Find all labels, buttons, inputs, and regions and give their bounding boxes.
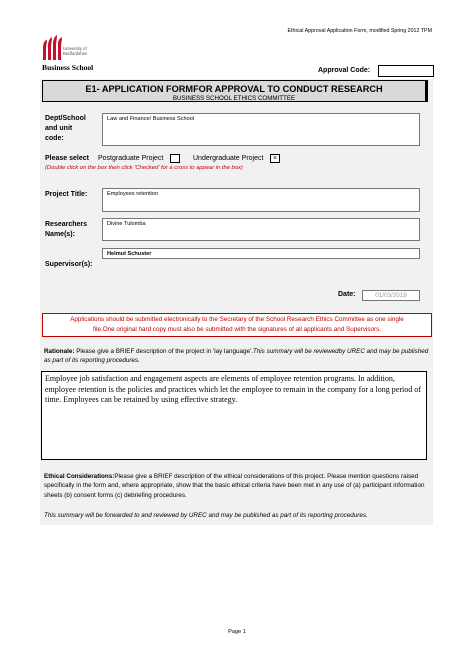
- university-name-line2: Bedfordshire: [63, 51, 88, 56]
- supervisor-field[interactable]: Helmut Schuster: [102, 248, 420, 259]
- date-field[interactable]: 01/03/2019: [362, 290, 420, 301]
- postgraduate-checkbox[interactable]: [170, 154, 180, 163]
- please-select-hint: (Double click on the box then click 'Checked' for a cross to appear in the box): [45, 165, 243, 171]
- rationale-field[interactable]: [41, 371, 427, 460]
- approval-code-field[interactable]: [378, 65, 434, 77]
- researchers-label-line1: Researchers: [45, 221, 88, 228]
- form-subtitle: BUSINESS SCHOOL ETHICS COMMITTEE: [172, 95, 296, 102]
- rationale-note: This summary will be reviewedby UREC and may be published as part of its reporting procedures.: [44, 348, 429, 364]
- rationale-label: Rationale:: [44, 348, 75, 355]
- researchers-label: [45, 220, 87, 240]
- document-header-note: Ethical Approval Application Form, modified Spring 2012 TPM: [287, 28, 432, 34]
- dept-label: [45, 114, 86, 144]
- ethical-considerations-text: Please give a BRIEF description of the ethical considerations of this project. Please mention questions raised specifically in the form and, where appropriate, show that the basic ethical criteria have been met in any use of (a) participant information sheets (b) consent forms (c) debriefing procedures.: [44, 473, 425, 499]
- project-title-field[interactable]: Employees retention: [102, 188, 420, 212]
- university-name-line1: University of: [63, 46, 87, 51]
- postgraduate-option-label: Postgraduate Project: [98, 155, 164, 162]
- rationale-instruction: [44, 347, 432, 365]
- researchers-field[interactable]: Divine Tulomba: [102, 218, 420, 241]
- dept-field[interactable]: Law and Finance/ Business School: [102, 113, 420, 146]
- please-select-label: Please select: [45, 155, 89, 162]
- ethical-forward-note: This summary will be forwarded to and reviewed by UREC and may be published as part of its reporting procedures.: [44, 512, 368, 519]
- project-title-label: Project Title:: [45, 191, 88, 198]
- dept-label-line2: and unit: [45, 125, 73, 132]
- business-school-name: Business School: [42, 63, 94, 72]
- submission-notice-text: [43, 315, 431, 334]
- submission-notice-line2: file.One original hard copy must also be submitted with the signatures of all applicants and Supervisors.: [92, 325, 382, 333]
- university-logo: [42, 34, 88, 62]
- undergraduate-checkbox[interactable]: ×: [270, 154, 280, 163]
- ethical-considerations-label: Ethical Considerations:: [44, 473, 115, 480]
- researchers-label-line2: Name(s):: [45, 231, 75, 238]
- supervisor-label: Supervisor(s):: [45, 261, 93, 268]
- undergraduate-option-label: Undergraduate Project: [193, 155, 264, 162]
- page-number: Page 1: [228, 629, 246, 635]
- submission-notice-line1: Applications should be submitted electronically to the Secretary of the School Research Ethics Committee as one single: [70, 316, 404, 323]
- dept-label-line3: code:: [45, 135, 64, 142]
- dept-label-line1: Dept/School: [45, 115, 86, 122]
- submission-notice: [42, 313, 432, 337]
- date-label: Date:: [338, 291, 356, 298]
- ethical-considerations-instruction: [44, 472, 430, 500]
- form-title: E1- APPLICATION FORMFOR APPROVAL TO CONDUCT RESEARCH: [85, 84, 383, 94]
- form-title-bar: [42, 80, 428, 102]
- rationale-text: Employee job satisfaction and engagement aspects are elements of employee retention programs. In addition, employee retention is the policies and practices which let the employee to remain in the company for a long period of time. Employees can be retained by using effective strategy.: [45, 374, 421, 404]
- approval-code-label: Approval Code:: [318, 67, 371, 74]
- rationale-instruction-text: Please give a BRIEF description of the project in 'lay language'.: [74, 348, 253, 355]
